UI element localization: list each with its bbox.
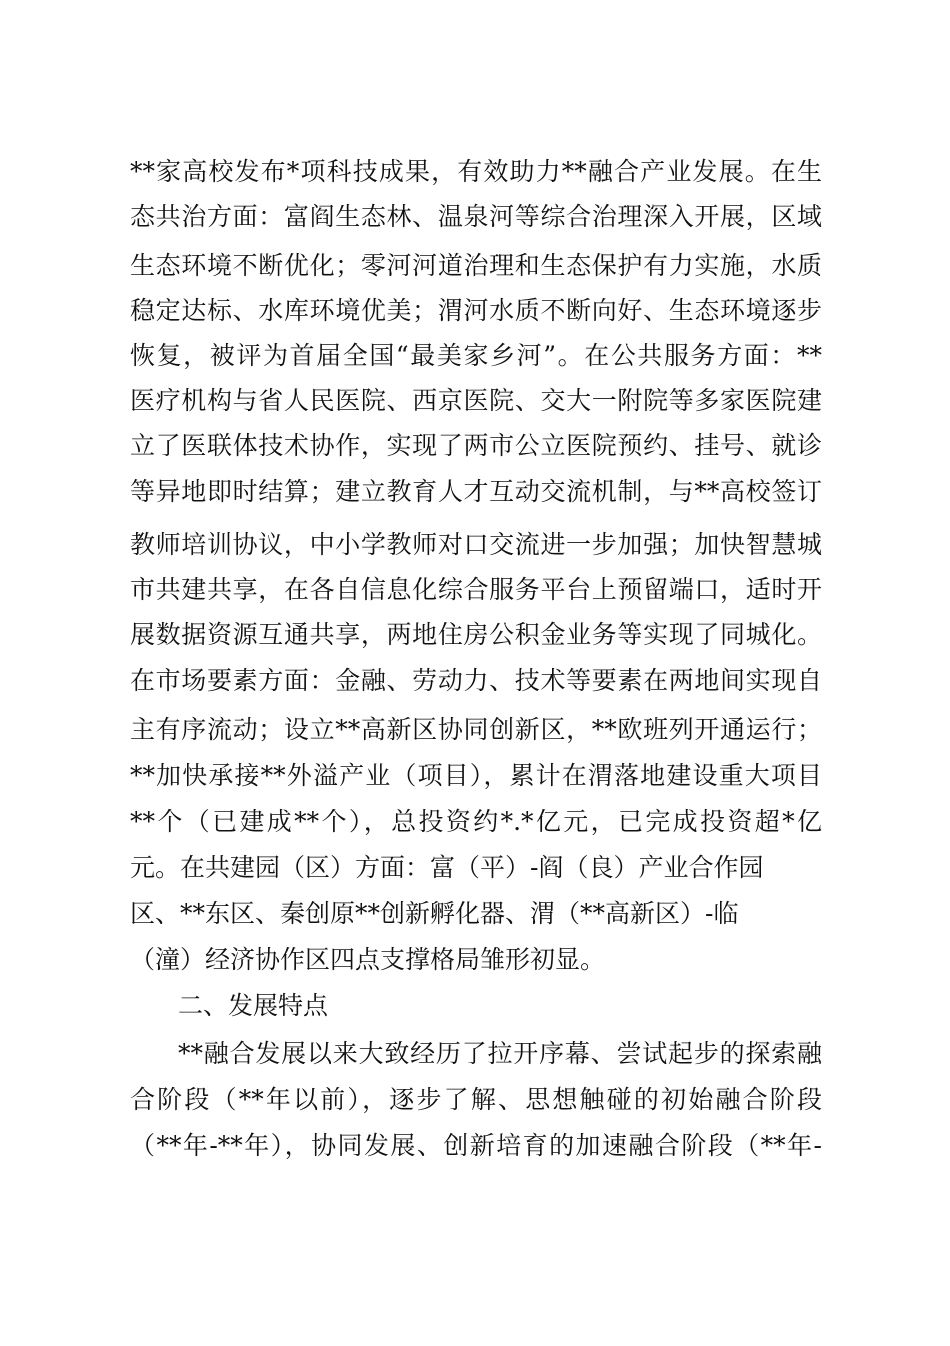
body-text-line: 元。在共建园（区）方面：富（平）-阎（良）产业合作园 bbox=[130, 853, 764, 882]
body-text-line: 主有序流动；设立**高新区协同创新区，**欧班列开通运行； bbox=[130, 715, 822, 744]
body-text-line: 展数据资源互通共享，两地住房公积金业务等实现了同城化。 bbox=[130, 620, 822, 649]
body-text-line: 恢复，被评为首届全国“最美家乡河”。在公共服务方面：** bbox=[130, 341, 822, 370]
body-text-line: 稳定达标、水库环境优美；渭河水质不断向好、生态环境逐步 bbox=[130, 296, 822, 325]
body-text-line: 在市场要素方面：金融、劳动力、技术等要素在两地间实现自 bbox=[130, 666, 822, 695]
body-text-line: （潼）经济协作区四点支撑格局雏形初显。 bbox=[130, 945, 606, 974]
body-text-line: 合阶段（**年以前），逐步了解、思想触碰的初始融合阶段 bbox=[130, 1085, 822, 1114]
body-text-line: 市共建共享，在各自信息化综合服务平台上预留端口，适时开 bbox=[130, 575, 822, 604]
body-text-line: **家高校发布*项科技成果，有效助力**融合产业发展。在生 bbox=[130, 157, 822, 186]
body-text-line: 立了医联体技术协作，实现了两市公立医院预约、挂号、就诊 bbox=[130, 431, 822, 460]
body-text-line: 教师培训协议，中小学教师对口交流进一步加强；加快智慧城 bbox=[130, 530, 822, 559]
body-text-line: 态共治方面：富阎生态林、温泉河等综合治理深入开展，区域 bbox=[130, 202, 822, 231]
section-heading: 二、发展特点 bbox=[178, 991, 329, 1020]
body-text-line: 生态环境不断优化；零河河道治理和生态保护有力实施，水质 bbox=[130, 251, 822, 280]
body-text-line: 区、**东区、秦创原**创新孵化器、渭（**高新区）-临 bbox=[130, 899, 739, 928]
body-text-line: **加快承接**外溢产业（项目），累计在渭落地建设重大项目 bbox=[130, 761, 822, 790]
body-text-line: **个（已建成**个），总投资约*.*亿元，已完成投资超*亿 bbox=[130, 807, 822, 836]
body-text-line: （**年-**年），协同发展、创新培育的加速融合阶段（**年- bbox=[130, 1131, 822, 1160]
body-text-line: 等异地即时结算；建立教育人才互动交流机制，与**高校签订 bbox=[130, 477, 822, 506]
body-text-line: **融合发展以来大致经历了拉开序幕、尝试起步的探索融 bbox=[178, 1039, 822, 1068]
body-text-line: 医疗机构与省人民医院、西京医院、交大一附院等多家医院建 bbox=[130, 386, 822, 415]
